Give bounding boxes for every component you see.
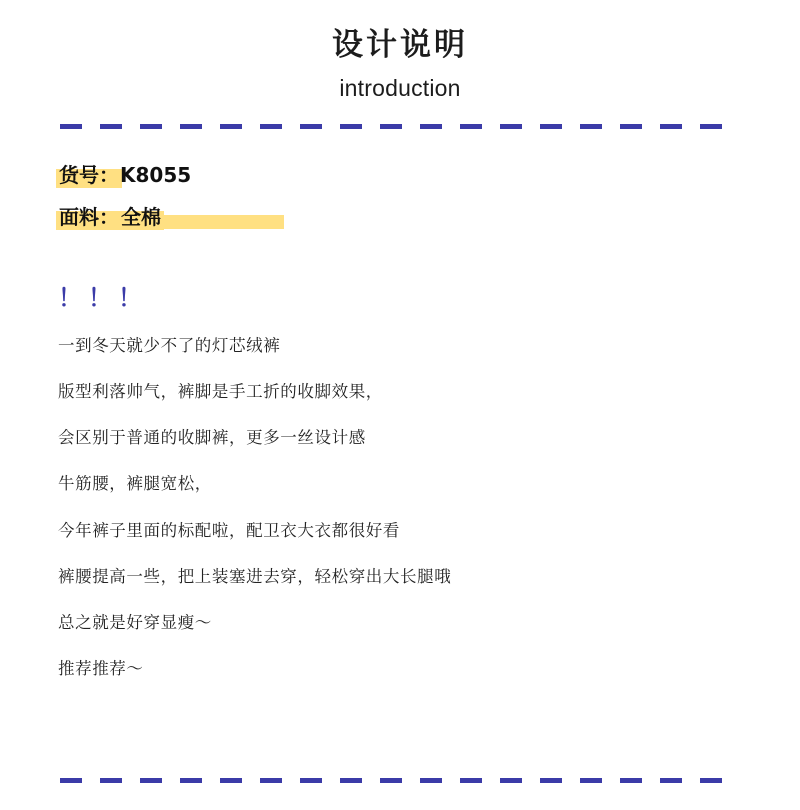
divider-bottom bbox=[60, 778, 740, 783]
page-header bbox=[0, 0, 800, 102]
item-number-line bbox=[58, 165, 284, 185]
description-line: 版型利落帅气，裤脚是手工折的收脚效果， bbox=[58, 382, 383, 402]
description-line: 今年裤子里面的标配啦，配卫衣大衣都很好看 bbox=[58, 520, 400, 540]
page-title-en: introduction bbox=[339, 74, 461, 101]
product-info-block bbox=[58, 165, 284, 249]
description-body bbox=[58, 337, 748, 706]
item-number-label: 货号： bbox=[59, 163, 119, 187]
fabric-highlight-bar bbox=[164, 215, 284, 229]
description-line: 会区别于普通的收脚裤，更多一丝设计感 bbox=[58, 428, 366, 448]
description-line: 裤腰提高一些，把上装塞进去穿，轻松穿出大长腿哦 bbox=[58, 566, 452, 586]
description-line: 推荐推荐～ bbox=[58, 658, 144, 678]
fabric-label: 面料： bbox=[59, 205, 119, 229]
fabric-value: 全棉 bbox=[121, 205, 161, 229]
description-line: 一到冬天就少不了的灯芯绒裤 bbox=[58, 336, 281, 355]
divider-top bbox=[60, 124, 740, 129]
item-number-value: K8055 bbox=[120, 163, 192, 187]
description-line: 牛筋腰，裤腿宽松， bbox=[58, 474, 212, 494]
page-title-cn: 设计说明 bbox=[332, 27, 468, 63]
fabric-line bbox=[58, 207, 284, 227]
emphasis-marks: ！！！ bbox=[58, 284, 148, 312]
description-line: 总之就是好穿显瘦～ bbox=[58, 612, 212, 632]
